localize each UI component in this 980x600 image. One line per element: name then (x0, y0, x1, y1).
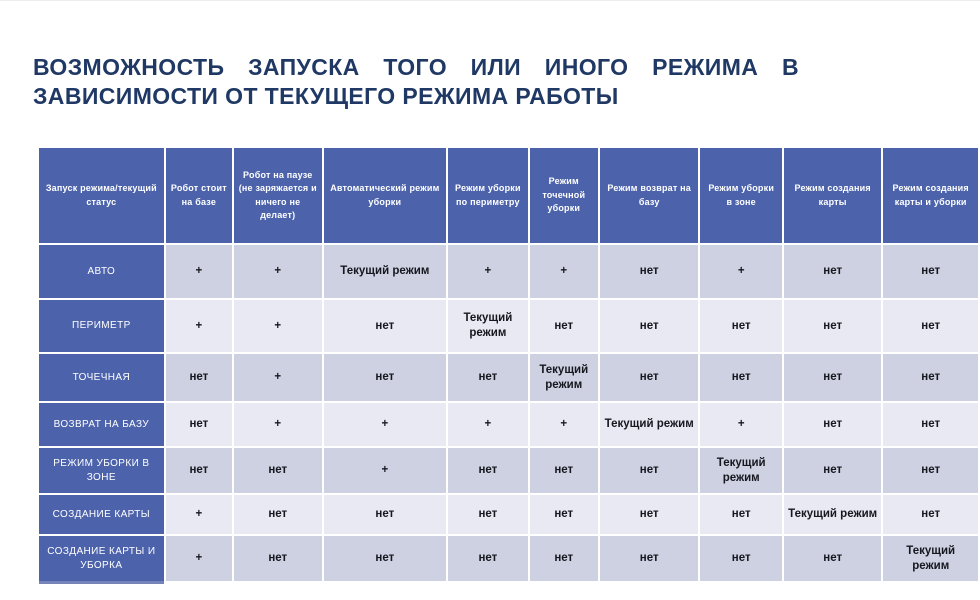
table-cell: + (234, 300, 321, 352)
table-cell: Текущий режим (700, 448, 781, 493)
table-cell: + (448, 403, 527, 446)
column-header-cell: Режим уборки по периметру (448, 148, 527, 243)
table-cell: + (166, 536, 232, 581)
table-cell: + (234, 354, 321, 401)
row-label: ВОЗВРАТ НА БАЗУ (39, 403, 164, 446)
table-cell: нет (448, 354, 527, 401)
table-cell: нет (324, 354, 447, 401)
table-cell: нет (324, 300, 447, 352)
table-cell: нет (234, 536, 321, 581)
table-cell: нет (166, 354, 232, 401)
table-cell: нет (324, 536, 447, 581)
column-header-cell: Режим создания карты (784, 148, 882, 243)
table-cell: нет (234, 495, 321, 534)
table-cell: нет (883, 403, 978, 446)
row-label: АВТО (39, 245, 164, 298)
table-cell: Текущий режим (448, 300, 527, 352)
table-cell: нет (324, 495, 447, 534)
table-cell: нет (784, 448, 882, 493)
table-cell: нет (883, 300, 978, 352)
table-cell: нет (530, 448, 598, 493)
column-header-cell: Робот стоит на базе (166, 148, 232, 243)
table-cell: + (530, 403, 598, 446)
page-title-line1: ВОЗМОЖНОСТЬ ЗАПУСКА ТОГО ИЛИ ИНОГО РЕЖИМА В (33, 54, 799, 80)
table-cell: Текущий режим (324, 245, 447, 298)
table-cell: нет (600, 354, 699, 401)
row-label: СОЗДАНИЕ КАРТЫ И УБОРКА (39, 536, 164, 581)
table-cell: нет (700, 536, 781, 581)
table-cell: + (234, 245, 321, 298)
column-header-cell: Робот на паузе (не заряжается и ничего не делает) (234, 148, 321, 243)
table-cell: нет (166, 403, 232, 446)
table-row (39, 448, 978, 493)
table-cell: нет (600, 245, 699, 298)
row-label: РЕЖИМ УБОРКИ В ЗОНЕ (39, 448, 164, 493)
table-cell: нет (530, 495, 598, 534)
table-cell: + (700, 245, 781, 298)
table-row (39, 495, 978, 534)
table-cell: нет (600, 536, 699, 581)
column-header-cell: Автоматический режим уборки (324, 148, 447, 243)
table-header (39, 148, 978, 243)
table-cell: нет (166, 448, 232, 493)
table-header-row (39, 148, 978, 243)
table-cell: + (324, 403, 447, 446)
table-cell: + (166, 300, 232, 352)
table-cell: нет (234, 448, 321, 493)
column-header-cell: Режим создания карты и уборки (883, 148, 978, 243)
table-cell: нет (600, 448, 699, 493)
table-cell: нет (784, 354, 882, 401)
table-cell: + (166, 495, 232, 534)
table-cell: нет (784, 536, 882, 581)
page-title-line2: ЗАВИСИМОСТИ ОТ ТЕКУЩЕГО РЕЖИМА РАБОТЫ (33, 83, 619, 109)
table-cell: + (700, 403, 781, 446)
table-cell: Текущий режим (883, 536, 978, 581)
table-cell: нет (784, 300, 882, 352)
table-cell: + (448, 245, 527, 298)
mode-availability-table (37, 146, 980, 583)
table-cell: нет (883, 245, 978, 298)
table-cell: Текущий режим (530, 354, 598, 401)
table-row (39, 300, 978, 352)
row-label: ТОЧЕЧНАЯ (39, 354, 164, 401)
table-cell: нет (448, 448, 527, 493)
table-cell: нет (448, 536, 527, 581)
table-cell: Текущий режим (784, 495, 882, 534)
row-label: ПЕРИМЕТР (39, 300, 164, 352)
table-cell: + (234, 403, 321, 446)
table-cell: нет (600, 495, 699, 534)
table-cell: + (530, 245, 598, 298)
table-row (39, 403, 978, 446)
table-cell: нет (700, 495, 781, 534)
table-cell: нет (784, 245, 882, 298)
table-cell: нет (530, 536, 598, 581)
column-header-cell: Режим возврат на базу (600, 148, 699, 243)
row-label: СОЗДАНИЕ КАРТЫ (39, 495, 164, 534)
page-title (33, 53, 799, 111)
column-header-cell: Режим уборки в зоне (700, 148, 781, 243)
table-row (39, 536, 978, 581)
table-cell: нет (883, 448, 978, 493)
table-cell: нет (448, 495, 527, 534)
table-cell: нет (883, 354, 978, 401)
table-cell: + (324, 448, 447, 493)
table-row (39, 354, 978, 401)
table-row (39, 245, 978, 298)
corner-header-cell: Запуск режима/текущий статус (39, 148, 164, 243)
table-cell: нет (600, 300, 699, 352)
column-header-cell: Режим точечной уборки (530, 148, 598, 243)
table-cell: нет (784, 403, 882, 446)
table-cell: нет (700, 300, 781, 352)
table-body (39, 245, 978, 581)
table-cell: нет (530, 300, 598, 352)
table-cell: + (166, 245, 232, 298)
table-cell: нет (883, 495, 978, 534)
table-cell: Текущий режим (600, 403, 699, 446)
table-cell: нет (700, 354, 781, 401)
